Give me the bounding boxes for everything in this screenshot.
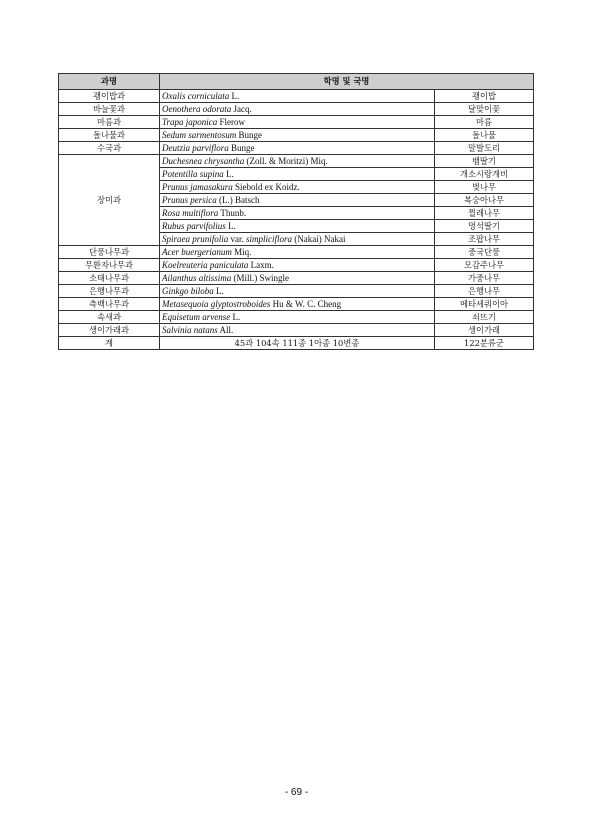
korean-name-cell: 복숭아나무 [434, 194, 533, 207]
scientific-name: Ginkgo biloba [162, 285, 214, 296]
author-name: Bunge [238, 129, 262, 140]
scientific-name-cell [160, 116, 435, 129]
scientific-name: Rosa multiflora [162, 207, 219, 218]
header-family: 과명 [59, 74, 160, 90]
scientific-name-cell [160, 311, 435, 324]
author-name: (Zoll. & Moritzi) Miq. [246, 155, 328, 166]
scientific-name-cell [160, 207, 435, 220]
family-cell: 수국과 [59, 142, 160, 155]
family-cell: 생이가래과 [59, 324, 160, 337]
author-name: Bunge [231, 142, 255, 153]
family-cell: 괭이밥과 [59, 90, 160, 103]
scientific-name: Sedum sarmentosum [162, 129, 237, 140]
author-name: (L.) Batsch [219, 194, 260, 205]
family-cell: 은행나무과 [59, 285, 160, 298]
author-name: Flerow [219, 116, 246, 127]
author-name: Hu & W. C. Cheng [272, 298, 342, 309]
korean-name-cell: 모감주나무 [434, 259, 533, 272]
scientific-name-cell [160, 285, 435, 298]
author-name: Jacq. [233, 103, 252, 114]
korean-name-cell: 마름 [434, 116, 533, 129]
scientific-name-cell [160, 259, 435, 272]
korean-name-cell: 말발도리 [434, 142, 533, 155]
korean-name-cell: 괭이밥 [434, 90, 533, 103]
author-name: (Mill.) Swingle [233, 272, 290, 283]
table-header-row [59, 74, 534, 90]
scientific-name: Prunus persica [162, 194, 217, 205]
table-body [59, 90, 534, 337]
korean-name-cell: 가중나무 [434, 272, 533, 285]
table-row [59, 324, 534, 337]
table-row [59, 155, 534, 168]
total-summary: 45과 104속 111종 1아종 10변종 [160, 337, 435, 350]
scientific-name: Koelreuteria paniculata [162, 259, 249, 270]
scientific-name: Oxalis corniculata [162, 90, 230, 101]
scientific-name-cell [160, 298, 435, 311]
scientific-name: Acer buergerianum [162, 246, 232, 257]
scientific-name-cell [160, 194, 435, 207]
scientific-name: Salvinia natans [162, 324, 218, 335]
header-name: 학명 및 국명 [160, 74, 534, 90]
family-cell: 돌나물과 [59, 129, 160, 142]
total-label: 계 [59, 337, 160, 350]
family-cell: 소태나무과 [59, 272, 160, 285]
scientific-name: Equisetum arvense [162, 311, 231, 322]
korean-name-cell: 메타세쿼이아 [434, 298, 533, 311]
total-row [59, 337, 534, 350]
species-table [58, 73, 534, 350]
author-name: All. [219, 324, 234, 335]
table-row [59, 246, 534, 259]
scientific-name-cell [160, 272, 435, 285]
infraspecific-epithet: simpliciflora [246, 233, 293, 244]
korean-name-cell: 개소시랑개비 [434, 168, 533, 181]
scientific-name-cell [160, 324, 435, 337]
korean-name-cell: 조팝나무 [434, 233, 533, 246]
table-row [59, 103, 534, 116]
scientific-name: Ailanthus altissima [162, 272, 232, 283]
page-number: - 69 - [284, 787, 309, 798]
author-name: L. [231, 90, 240, 101]
korean-name-cell: 멍석딸기 [434, 220, 533, 233]
korean-name-cell: 벚나무 [434, 181, 533, 194]
scientific-name-cell [160, 90, 435, 103]
scientific-name-cell [160, 129, 435, 142]
rank-marker: var. [230, 233, 244, 244]
scientific-name: Rubus parvifolius [162, 220, 226, 231]
scientific-name-cell [160, 103, 435, 116]
scientific-name-cell [160, 233, 435, 246]
scientific-name-cell [160, 220, 435, 233]
family-cell: 바늘꽃과 [59, 103, 160, 116]
author-name: (Nakai) Nakai [294, 233, 346, 244]
scientific-name: Prunus jamasakura [162, 181, 233, 192]
scientific-name: Duchesnea chrysantha [162, 155, 245, 166]
korean-name-cell: 쇠뜨기 [434, 311, 533, 324]
korean-name-cell: 생이가래 [434, 324, 533, 337]
korean-name-cell: 은행나무 [434, 285, 533, 298]
table-row [59, 285, 534, 298]
scientific-name: Oenothera odorata [162, 103, 232, 114]
family-cell: 측백나무과 [59, 298, 160, 311]
korean-name-cell: 돌나물 [434, 129, 533, 142]
table-row [59, 272, 534, 285]
scientific-name-cell [160, 142, 435, 155]
table-row [59, 311, 534, 324]
table-row [59, 142, 534, 155]
scientific-name-cell [160, 155, 435, 168]
table-row [59, 129, 534, 142]
author-name: L. [216, 285, 224, 296]
author-name: Miq. [234, 246, 252, 257]
author-name: L. [228, 220, 236, 231]
table-row [59, 116, 534, 129]
korean-name-cell: 찔레나무 [434, 207, 533, 220]
author-name: Laxm. [250, 259, 274, 270]
family-cell: 단풍나무과 [59, 246, 160, 259]
korean-name-cell: 중국단풍 [434, 246, 533, 259]
family-cell: 속새과 [59, 311, 160, 324]
total-count: 122분류군 [434, 337, 533, 350]
scientific-name: Trapa japonica [162, 116, 218, 127]
table-row [59, 259, 534, 272]
author-name: Thunb. [220, 207, 247, 218]
family-cell: 마름과 [59, 116, 160, 129]
author-name: L. [226, 168, 234, 179]
table-row [59, 90, 534, 103]
scientific-name-cell [160, 168, 435, 181]
author-name: L. [232, 311, 241, 322]
scientific-name-cell [160, 246, 435, 259]
family-cell: 무환자나무과 [59, 259, 160, 272]
korean-name-cell: 뱀딸기 [434, 155, 533, 168]
family-cell: 장미과 [59, 155, 160, 246]
author-name: Siebold ex Koidz. [235, 181, 300, 192]
table-row [59, 298, 534, 311]
scientific-name: Spiraea prunifolia [162, 233, 229, 244]
scientific-name: Potentilla supina [162, 168, 224, 179]
scientific-name: Metasequoia glyptostroboides [162, 298, 271, 309]
korean-name-cell: 달맞이꽃 [434, 103, 533, 116]
scientific-name-cell [160, 181, 435, 194]
scientific-name: Deutzia parviflora [162, 142, 229, 153]
